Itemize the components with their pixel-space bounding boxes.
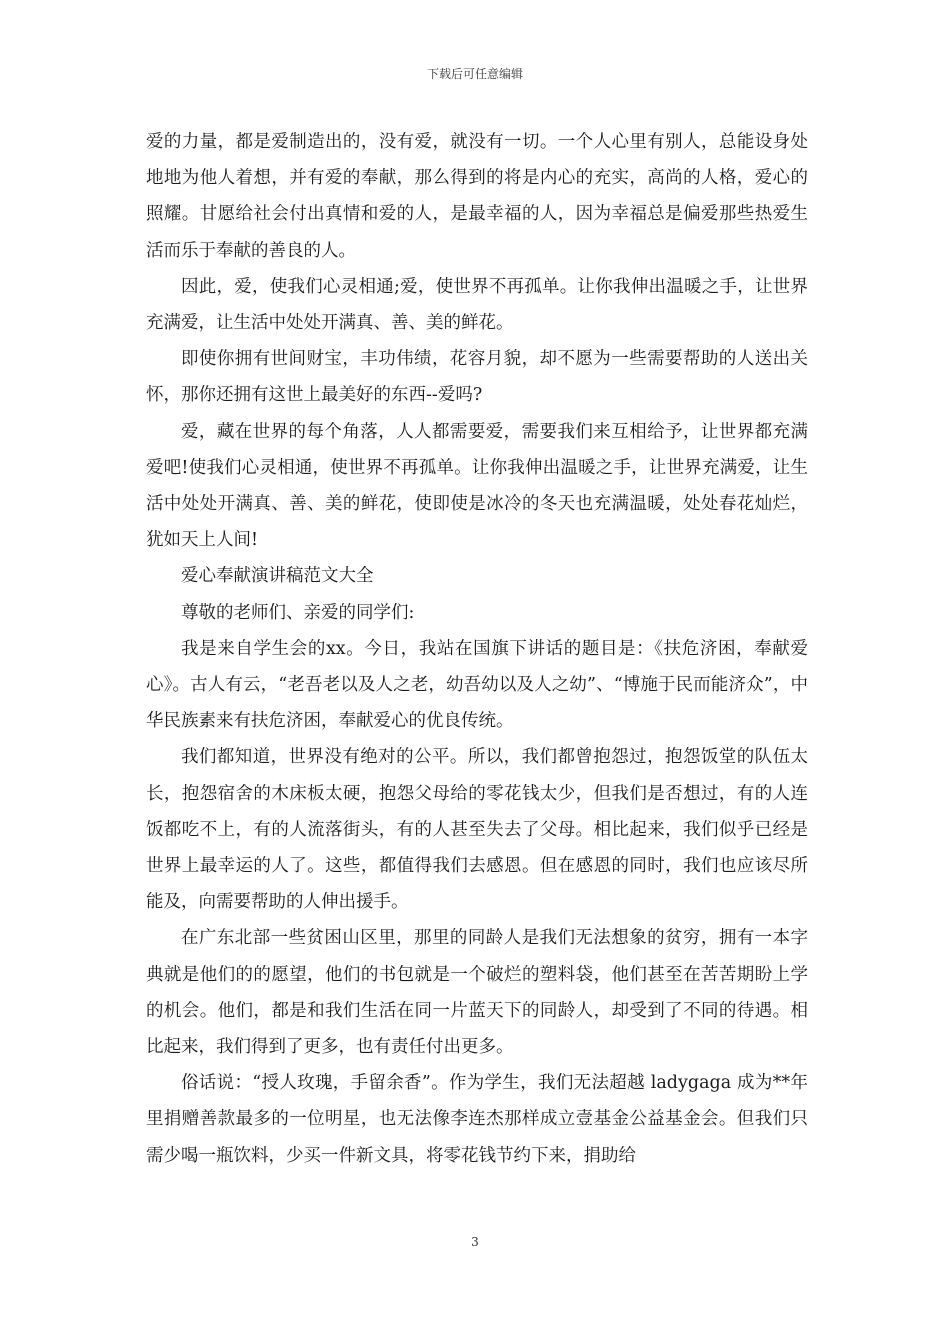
paragraph: 俗话说：“授人玫瑰，手留余香”。作为学生，我们无法超越 ladygaga 成为**年里捐赠善款最多的一位明星，也无法像李连杰那样成立壹基金公益基金会。但我们只需少喝一瓶饮料，少买一件新文具，将零花钱节约下来，捐助给 <box>146 1073 808 1166</box>
paragraph: 我是来自学生会的xx。今日，我站在国旗下讲话的题目是：《扶危济困，奉献爱心》。古人有云，“老吾老以及人之老，幼吾幼以及人之幼”、“博施于民而能济众”，中华民族素来有扶危济困，奉献爱心的优良传统。 <box>146 638 808 732</box>
paragraph: 即使你拥有世间财宝，丰功伟绩，花容月貌，却不愿为一些需要帮助的人送出关怀，那你还拥有这世上最美好的东西--爱吗? <box>146 349 808 406</box>
document-body <box>146 124 808 1174</box>
page-header: 下载后可任意编辑 <box>426 67 523 81</box>
paragraph: 爱的力量，都是爱制造出的，没有爱，就没有一切。一个人心里有别人，总能设身处地地为他人着想，并有爱的奉献，那么得到的将是内心的充实，高尚的人格，爱心的照耀。甘愿给社会付出真情和爱的人，是最幸福的人，因为幸福总是偏爱那些热爱生活而乐于奉献的善良的人。 <box>146 132 808 261</box>
paragraph: 在广东北部一些贫困山区里，那里的同龄人是我们无法想象的贫穷，拥有一本字典就是他们的的愿望，他们的书包就是一个破烂的塑料袋，他们甚至在苦苦期盼上学的机会。他们，都是和我们生活在同一片蓝天下的同龄人，却受到了不同的待遇。相比起来，我们得到了更多，也有责任付出更多。 <box>146 928 808 1058</box>
page-number: 3 <box>471 1235 479 1249</box>
paragraph: 因此，爱，使我们心灵相通;爱，使世界不再孤单。让你我伸出温暖之手，让世界充满爱，让生活中处处开满真、善、美的鲜花。 <box>146 276 808 334</box>
salutation: 尊敬的老师们、亲爱的同学们: <box>181 602 415 623</box>
paragraph: 我们都知道，世界没有绝对的公平。所以，我们都曾抱怨过，抱怨饭堂的队伍太长，抱怨宿舍的木床板太硬，抱怨父母给的零花钱太少，但我们是否想过，有的人连饭都吃不上，有的人流落街头，有的人甚至失去了父母。相比起来，我们似乎已经是世界上最幸运的人了。这些，都值得我们去感恩。但在感恩的同时，我们也应该尽所能及，向需要帮助的人伸出援手。 <box>146 747 808 913</box>
section-title: 爱心奉献演讲稿范文大全 <box>181 566 374 587</box>
paragraph: 爱，藏在世界的每个角落，人人都需要爱，需要我们来互相给予，让世界都充满爱吧!使我们心灵相通，使世界不再孤单。让你我伸出温暖之手，让世界充满爱，让生活中处处开满真、善、美的鲜花，使即使是冰冷的冬天也充满温暖，处处春花灿烂，犹如天上人间! <box>146 421 808 551</box>
